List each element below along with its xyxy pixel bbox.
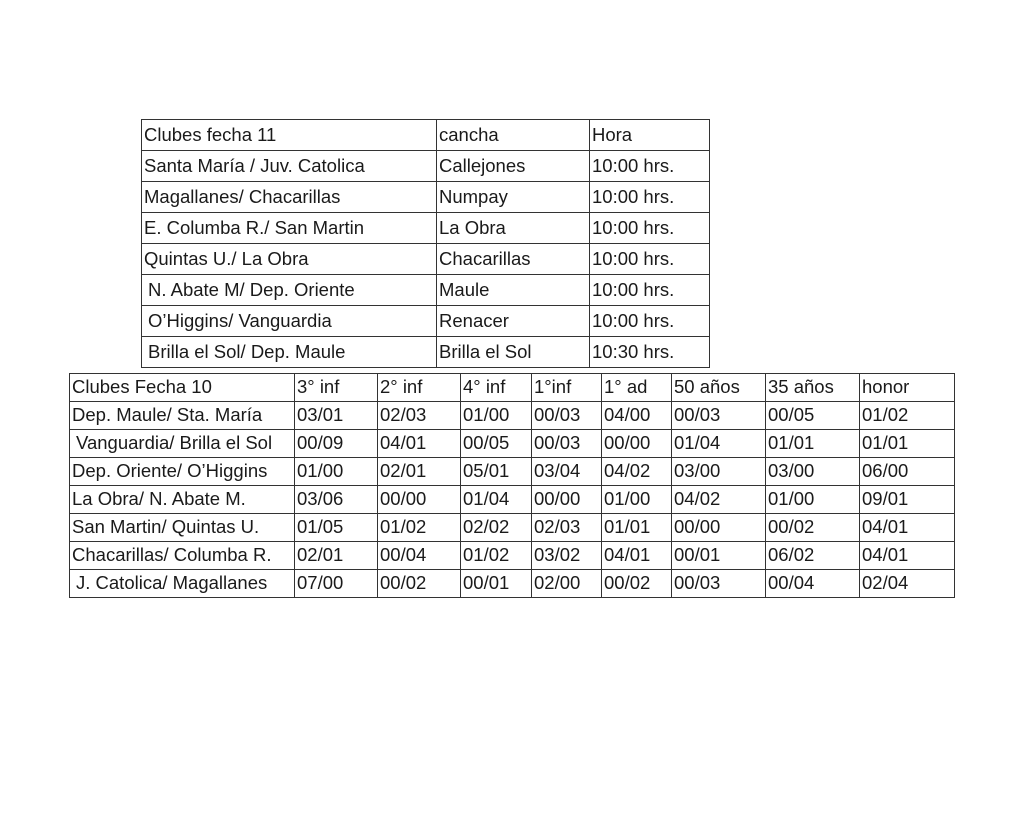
results-header-honor: honor [860, 374, 955, 402]
results-score: 00/00 [378, 486, 461, 514]
results-score: 01/01 [860, 430, 955, 458]
results-score: 05/01 [461, 458, 532, 486]
results-score: 03/04 [532, 458, 602, 486]
fixture-hora: 10:00 hrs. [590, 306, 710, 337]
fixture-cancha: Renacer [437, 306, 590, 337]
results-header-row [70, 374, 955, 402]
results-score: 01/00 [766, 486, 860, 514]
fixture-clubes: Magallanes/ Chacarillas [142, 182, 437, 213]
results-score: 04/01 [860, 514, 955, 542]
results-score: 00/00 [602, 430, 672, 458]
results-score: 00/03 [672, 402, 766, 430]
results-clubes: Dep. Maule/ Sta. María [70, 402, 295, 430]
fixture-hora: 10:00 hrs. [590, 244, 710, 275]
results-header-1-inf: 1°inf [532, 374, 602, 402]
results-clubes: Dep. Oriente/ O’Higgins [70, 458, 295, 486]
results-header-1-ad: 1° ad [602, 374, 672, 402]
results-row [70, 514, 955, 542]
results-score: 02/01 [295, 542, 378, 570]
results-score: 00/04 [378, 542, 461, 570]
results-score: 01/02 [461, 542, 532, 570]
results-row [70, 542, 955, 570]
fixture-table-fecha-11 [141, 119, 710, 368]
results-score: 09/01 [860, 486, 955, 514]
results-score: 04/02 [672, 486, 766, 514]
fixture-hora: 10:30 hrs. [590, 337, 710, 368]
results-score: 01/04 [461, 486, 532, 514]
results-score: 04/00 [602, 402, 672, 430]
results-score: 03/00 [672, 458, 766, 486]
results-score: 00/02 [602, 570, 672, 598]
results-score: 00/03 [532, 430, 602, 458]
results-score: 04/01 [602, 542, 672, 570]
results-score: 01/02 [378, 514, 461, 542]
results-score: 00/04 [766, 570, 860, 598]
results-table-fecha-10 [69, 373, 955, 598]
fixture-row [142, 151, 710, 182]
results-score: 04/01 [860, 542, 955, 570]
results-score: 00/01 [672, 542, 766, 570]
results-score: 03/02 [532, 542, 602, 570]
results-row [70, 486, 955, 514]
results-score: 02/00 [532, 570, 602, 598]
fixture-cancha: Chacarillas [437, 244, 590, 275]
fixture-clubes: O’Higgins/ Vanguardia [142, 306, 437, 337]
results-score: 01/00 [602, 486, 672, 514]
results-score: 02/03 [378, 402, 461, 430]
results-clubes: Chacarillas/ Columba R. [70, 542, 295, 570]
results-score: 07/00 [295, 570, 378, 598]
fixture-row [142, 337, 710, 368]
fixture-hora: 10:00 hrs. [590, 151, 710, 182]
results-score: 04/02 [602, 458, 672, 486]
fixture-cancha: Numpay [437, 182, 590, 213]
results-score: 06/00 [860, 458, 955, 486]
fixture-cancha: Callejones [437, 151, 590, 182]
fixture-row [142, 182, 710, 213]
results-score: 00/01 [461, 570, 532, 598]
fixture-header-cancha: cancha [437, 120, 590, 151]
results-clubes: La Obra/ N. Abate M. [70, 486, 295, 514]
results-score: 01/05 [295, 514, 378, 542]
results-header-3-inf: 3° inf [295, 374, 378, 402]
fixture-clubes: Brilla el Sol/ Dep. Maule [142, 337, 437, 368]
results-header-2-inf: 2° inf [378, 374, 461, 402]
results-score: 03/01 [295, 402, 378, 430]
fixture-clubes: N. Abate M/ Dep. Oriente [142, 275, 437, 306]
results-score: 00/03 [532, 402, 602, 430]
fixture-clubes: E. Columba R./ San Martin [142, 213, 437, 244]
results-score: 03/00 [766, 458, 860, 486]
results-score: 06/02 [766, 542, 860, 570]
results-score: 02/01 [378, 458, 461, 486]
fixture-header-clubes: Clubes fecha 11 [142, 120, 437, 151]
results-score: 03/06 [295, 486, 378, 514]
results-clubes: J. Catolica/ Magallanes [70, 570, 295, 598]
results-header-35-anos: 35 años [766, 374, 860, 402]
results-score: 02/03 [532, 514, 602, 542]
results-score: 00/05 [461, 430, 532, 458]
results-header-clubes: Clubes Fecha 10 [70, 374, 295, 402]
results-score: 01/00 [295, 458, 378, 486]
fixture-cancha: Brilla el Sol [437, 337, 590, 368]
results-row [70, 570, 955, 598]
results-score: 00/00 [672, 514, 766, 542]
fixture-row [142, 244, 710, 275]
fixture-clubes: Quintas U./ La Obra [142, 244, 437, 275]
results-score: 01/02 [860, 402, 955, 430]
results-header-4-inf: 4° inf [461, 374, 532, 402]
results-score: 01/00 [461, 402, 532, 430]
results-score: 02/04 [860, 570, 955, 598]
fixture-header-row [142, 120, 710, 151]
fixture-cancha: La Obra [437, 213, 590, 244]
results-score: 00/00 [532, 486, 602, 514]
results-row [70, 458, 955, 486]
results-row [70, 430, 955, 458]
results-score: 00/05 [766, 402, 860, 430]
fixture-clubes: Santa María / Juv. Catolica [142, 151, 437, 182]
results-score: 00/03 [672, 570, 766, 598]
results-row [70, 402, 955, 430]
results-score: 02/02 [461, 514, 532, 542]
results-score: 00/02 [766, 514, 860, 542]
fixture-row [142, 275, 710, 306]
results-score: 01/04 [672, 430, 766, 458]
results-score: 00/09 [295, 430, 378, 458]
fixture-cancha: Maule [437, 275, 590, 306]
results-clubes: San Martin/ Quintas U. [70, 514, 295, 542]
fixture-row [142, 306, 710, 337]
results-score: 00/02 [378, 570, 461, 598]
fixture-hora: 10:00 hrs. [590, 213, 710, 244]
results-score: 01/01 [602, 514, 672, 542]
results-score: 04/01 [378, 430, 461, 458]
fixture-hora: 10:00 hrs. [590, 275, 710, 306]
results-clubes: Vanguardia/ Brilla el Sol [70, 430, 295, 458]
fixture-header-hora: Hora [590, 120, 710, 151]
fixture-hora: 10:00 hrs. [590, 182, 710, 213]
fixture-row [142, 213, 710, 244]
results-score: 01/01 [766, 430, 860, 458]
results-header-50-anos: 50 años [672, 374, 766, 402]
